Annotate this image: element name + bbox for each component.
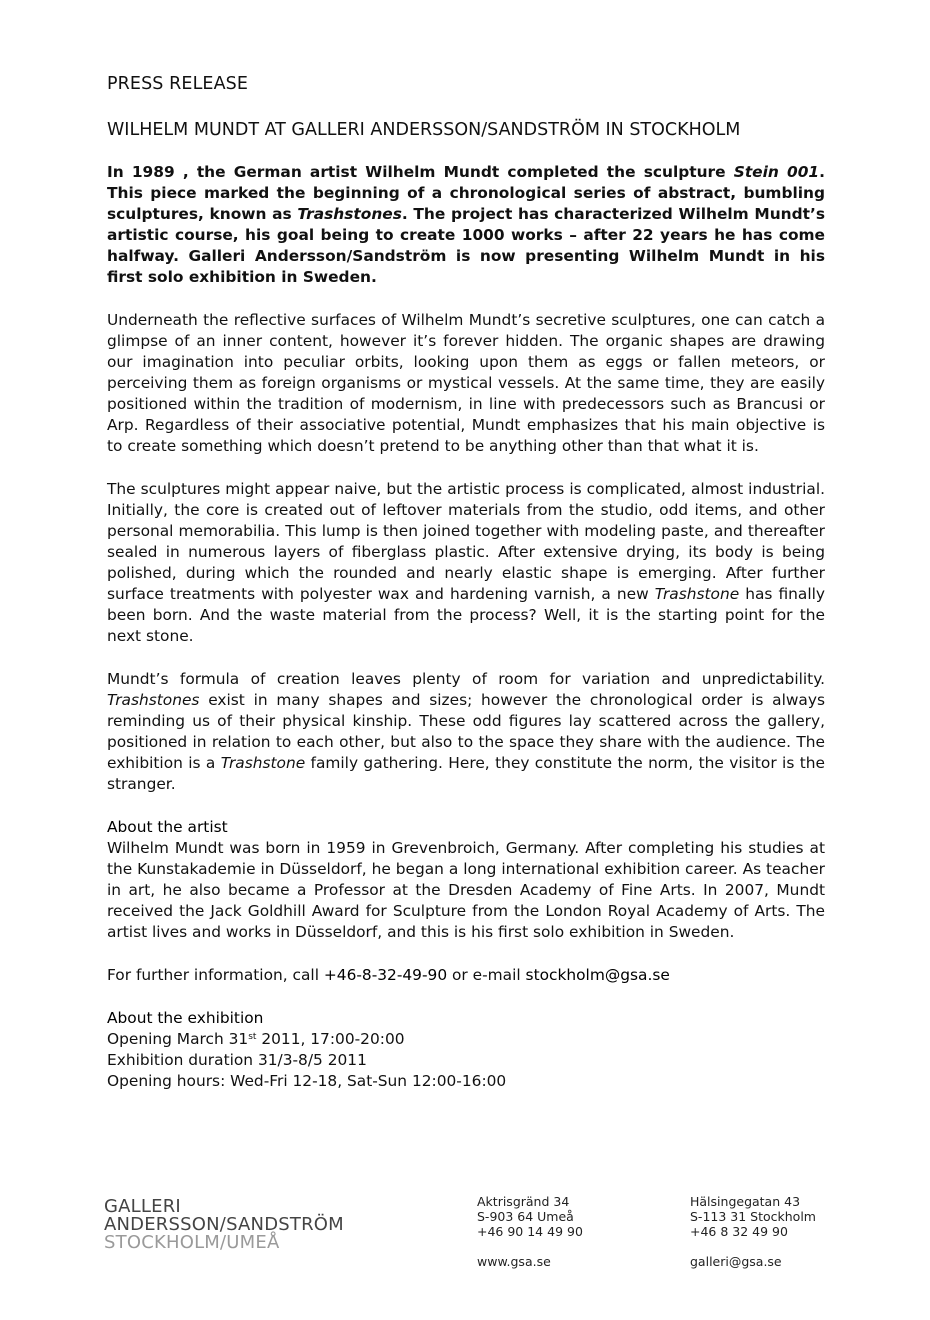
stockholm-phone: +46 8 32 49 90 [690, 1224, 788, 1239]
contact-line [107, 965, 825, 986]
about-artist-heading: About the artist [107, 818, 228, 836]
website-link[interactable]: www.gsa.se [477, 1254, 551, 1269]
paragraph-formula [107, 669, 825, 795]
contact-text-1: For further information, call [107, 966, 324, 984]
paragraph-surfaces: Underneath the reflective surfaces of Wilhelm Mundt’s secretive sculptures, one can catch a glimpse of an inner content, however it’s forever hidden. The organic shapes are drawing our imagination into peculiar orbits, looking upon them as eggs or fallen meteors, or perceiving them as foreign organisms or mystical vessels. At the same time, they are easily positioned within the tradition of modernism, in line with predecessors such as Brancusi or Arp. Regardless of their associative potential, Mundt emphasizes that his main objective is to create something which doesn’t pretend to be anything other than that what it is. [107, 311, 825, 455]
gallery-logo [104, 1198, 344, 1252]
logo-line-name: ANDERSSON/SANDSTRÖM [104, 1214, 344, 1235]
lead-paragraph [107, 162, 825, 288]
lead-italic-1: Stein 001 [733, 163, 820, 181]
contact-phone[interactable]: +46-8-32-49-90 [323, 966, 448, 984]
opening-ordinal: st [248, 1032, 257, 1042]
stockholm-city: S-113 31 Stockholm [690, 1209, 816, 1224]
about-artist-text: Wilhelm Mundt was born in 1959 in Grevenbroich, Germany. After completing his studies at the Kunstakademie in Düsseldorf, he began a long international exhibition career. As teacher in art, he also became a Professor at the Dresden Academy of Fine Arts. In 2007, Mundt received the Jack Goldhill Award for Sculpture from the London Royal Academy of Arts. The artist lives and works in Düsseldorf, and this is his first solo exhibition in Sweden. [107, 839, 825, 941]
contact-email-link[interactable]: stockholm@gsa.se [525, 966, 670, 984]
formula-text-1: Mundt’s formula of creation leaves plenty of room for variation and unpredictability. [107, 670, 825, 688]
footer-address-umea [477, 1194, 583, 1269]
lead-text-1: In 1989 , the German artist Wilhelm Mundt completed the sculpture [107, 163, 734, 181]
umea-city: S-903 64 Umeå [477, 1209, 574, 1224]
gallery-email-link[interactable]: galleri@gsa.se [690, 1254, 782, 1269]
hours-line: Opening hours: Wed-Fri 12-18, Sat-Sun 12:00-16:00 [107, 1072, 507, 1090]
lead-italic-2: Trashstones [297, 205, 402, 223]
footer-address-stockholm [690, 1194, 816, 1269]
logo-line-cities: STOCKHOLM/UMEÅ [104, 1232, 280, 1253]
press-release-document [107, 72, 825, 1092]
formula-text-2: exist in many shapes and sizes; however the chronological order is always reminding us of their physical kinship. These odd figures lay scattered across the gallery, positioned in relation to each other, but also to the space they share with the audience. The exhibition is a [107, 691, 825, 772]
umea-street: Aktrisgränd 34 [477, 1194, 570, 1209]
process-text-1: The sculptures might appear naive, but the artistic process is complicated, almost industrial. Initially, the core is created out of leftover materials from the studio, odd items, and other personal memorabilia. This lump is then joined together with modeling paste, and thereafter sealed in numerous layers of fiberglass plastic. After extensive drying, its body is being polished, during which the rounded and nearly elastic shape is emerging. After further surface treatments with polyester wax and hardening varnish, a new [107, 480, 825, 603]
lead-text-2: . This piece marked the beginning of a chronological series of abstract, bumbling sculptures, known as [107, 163, 825, 223]
logo-line-galleri: GALLERI [104, 1196, 181, 1217]
umea-phone: +46 90 14 49 90 [477, 1224, 583, 1239]
formula-italic-2: Trashstone [220, 754, 306, 772]
lead-text-3: . The project has characterized Wilhelm Mundt’s artistic course, his goal being to create 1000 works – after 22 years he has come halfway. Galleri Andersson/Sandström is now presenting Wilhelm Mundt in his first solo exhibition in Sweden. [107, 205, 825, 286]
contact-text-2: or e-mail [447, 966, 526, 984]
opening-line [107, 1029, 825, 1050]
opening-time: 2011, 17:00-20:00 [256, 1030, 405, 1048]
page-title: WILHELM MUNDT AT GALLERI ANDERSSON/SANDSTRÖM IN STOCKHOLM [107, 120, 741, 140]
formula-text-3: family gathering. Here, they constitute the norm, the visitor is the stranger. [107, 754, 825, 793]
formula-italic-1: Trashstones [107, 691, 200, 709]
process-text-2: has finally been born. And the waste material from the process? Well, it is the starting point for the next stone. [107, 585, 826, 645]
document-label: PRESS RELEASE [107, 74, 249, 94]
opening-text: Opening March 31 [107, 1030, 249, 1048]
process-italic-1: Trashstone [654, 585, 740, 603]
duration-line: Exhibition duration 31/3-8/5 2011 [107, 1051, 367, 1069]
stockholm-street: Hälsingegatan 43 [690, 1194, 801, 1209]
about-exhibition-heading: About the exhibition [107, 1009, 264, 1027]
paragraph-process [107, 479, 825, 647]
